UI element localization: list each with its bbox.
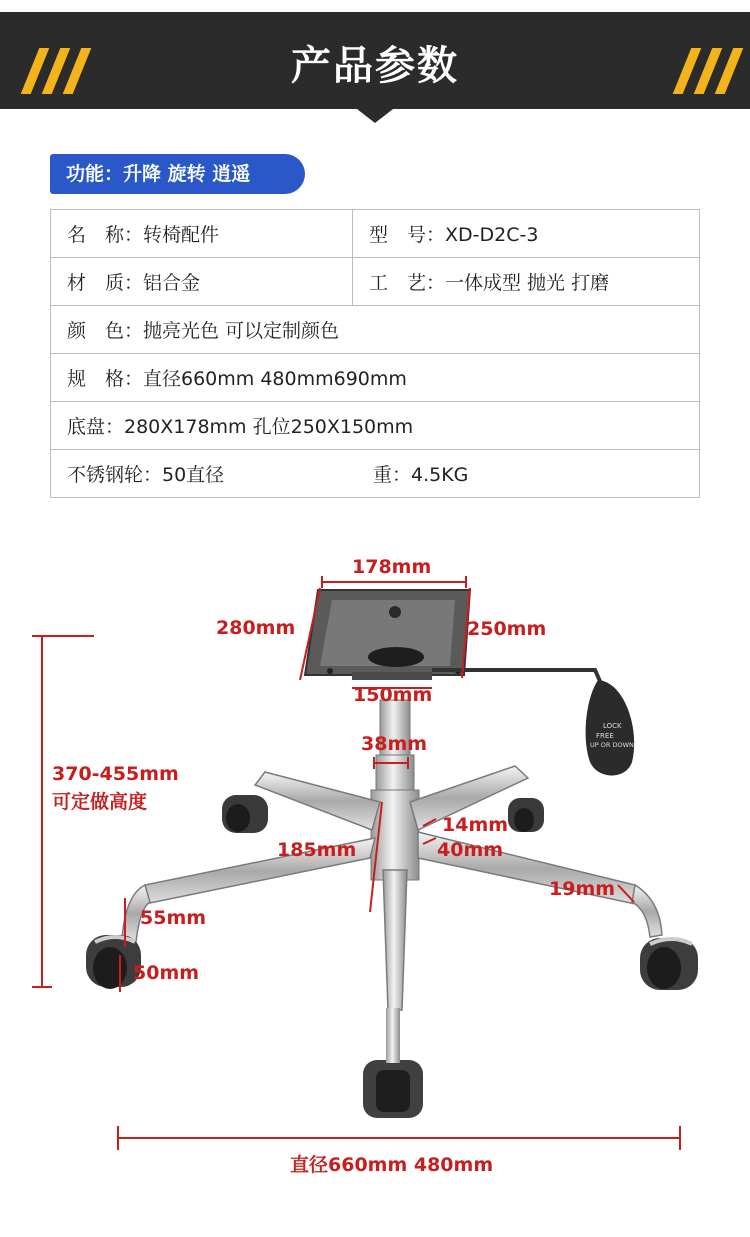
dim-base-tube: 185mm (277, 839, 357, 861)
page-title: 产品参数 (291, 43, 459, 89)
chair-base-diagram (0, 540, 750, 1237)
caster-front (363, 1008, 423, 1118)
dim-height-note: 可定做高度 (52, 791, 148, 813)
dim-hole-length: 250mm (467, 618, 547, 640)
spec-wheel: 不锈钢轮：50直径 (67, 464, 225, 486)
spec-name: 名 称：转椅配件 (51, 210, 353, 258)
caster-left-back (222, 795, 268, 833)
table-row (51, 210, 700, 258)
caster-right-front (640, 938, 698, 990)
dim-base-diameter: 直径660mm 480mm (290, 1154, 494, 1176)
dim-arm-width: 40mm (437, 839, 504, 861)
dim-plate-width: 178mm (352, 556, 432, 578)
handle-free-text: FREE (596, 732, 614, 740)
spec-weight: 重：4.5KG (373, 464, 469, 486)
spec-model: 型 号：XD-D2C-3 (353, 210, 700, 258)
spec-size: 规 格：直径660mm 480mm690mm (51, 354, 700, 402)
spec-table (50, 209, 700, 498)
function-badge: 功能：升降 旋转 逍遥 (50, 154, 305, 194)
table-row (51, 354, 700, 402)
table-row (51, 258, 700, 306)
dim-arm-end: 19mm (549, 878, 616, 900)
spec-plate: 底盘：280X178mm 孔位250X150mm (51, 402, 700, 450)
gas-cylinder (371, 700, 419, 880)
spec-color: 颜 色：抛亮光色 可以定制颜色 (51, 306, 700, 354)
dim-plate-length: 280mm (216, 617, 296, 639)
table-row (51, 402, 700, 450)
spec-wheel-weight (51, 450, 700, 498)
dim-hole-width: 150mm (353, 684, 433, 706)
caster-right-back (508, 798, 544, 832)
mounting-plate (305, 590, 470, 680)
handle-lock-text: LOCK (603, 722, 622, 730)
dim-caster-height: 55mm (140, 907, 207, 929)
table-row (51, 450, 700, 498)
dim-arm-thickness: 14mm (442, 814, 509, 836)
lever-handle (432, 670, 634, 776)
spec-material: 材 质：铝合金 (51, 258, 353, 306)
header-pointer-icon (357, 109, 393, 123)
dim-tube-diameter: 38mm (361, 733, 428, 755)
table-row (51, 306, 700, 354)
dim-wheel-size: 50mm (133, 962, 200, 984)
dim-height-range: 370-455mm (52, 763, 179, 785)
section-header (0, 12, 750, 109)
handle-updown-text: UP OR DOWN (590, 741, 634, 749)
spec-craft: 工 艺：一体成型 抛光 打磨 (353, 258, 700, 306)
